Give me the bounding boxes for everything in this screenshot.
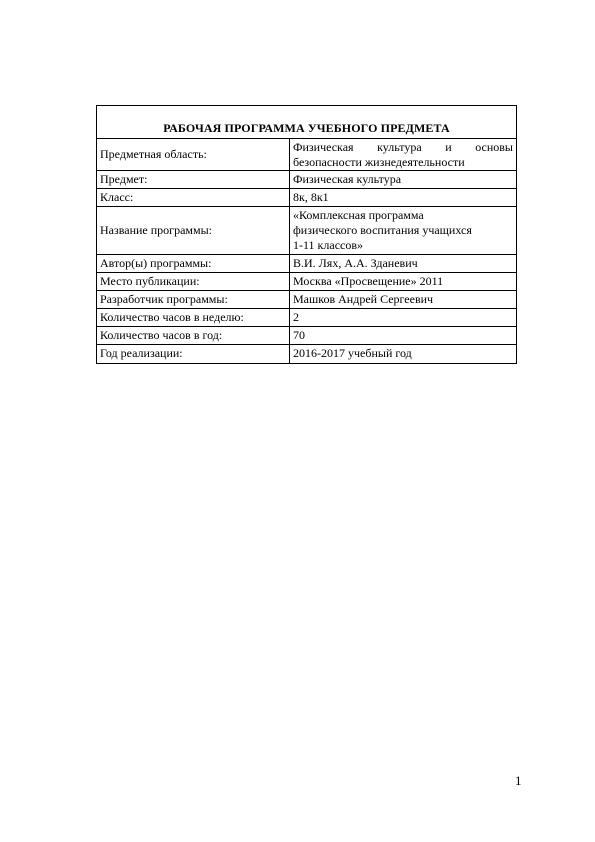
- program-info-box: [96, 105, 517, 364]
- row-value-line: безопасности жизнедеятельности: [293, 154, 465, 169]
- table-row: [97, 189, 516, 207]
- row-value: Машков Андрей Сергеевич: [290, 291, 517, 309]
- row-value: 8к, 8к1: [290, 189, 517, 207]
- row-label: Автор(ы) программы:: [97, 255, 290, 273]
- row-value: 2: [290, 309, 517, 327]
- row-value: [290, 139, 517, 171]
- row-label: Количество часов в неделю:: [97, 309, 290, 327]
- table-row: [97, 207, 516, 255]
- row-label: Класс:: [97, 189, 290, 207]
- table-row: [97, 309, 516, 327]
- row-value-line: Физическая культура и основы: [293, 139, 513, 154]
- row-value-line: «Комплексная программа: [293, 208, 424, 222]
- row-value: [290, 207, 517, 255]
- row-value: 70: [290, 327, 517, 345]
- row-label: Год реализации:: [97, 345, 290, 363]
- table-row: [97, 139, 516, 171]
- page-number: 1: [515, 773, 522, 788]
- row-value-line: 1-11 классов»: [293, 238, 364, 252]
- row-label: Разработчик программы:: [97, 291, 290, 309]
- row-value: В.И. Лях, А.А. Зданевич: [290, 255, 517, 273]
- row-label: Место публикации:: [97, 273, 290, 291]
- program-info-table: [97, 138, 516, 363]
- table-row: [97, 255, 516, 273]
- row-value: Физическая культура: [290, 171, 517, 189]
- row-value: Москва «Просвещение» 2011: [290, 273, 517, 291]
- row-value: 2016-2017 учебный год: [290, 345, 517, 363]
- row-label: Предметная область:: [97, 139, 290, 171]
- row-label: Количество часов в год:: [97, 327, 290, 345]
- row-label: Название программы:: [97, 207, 290, 255]
- table-row: [97, 345, 516, 363]
- table-row: [97, 291, 516, 309]
- table-row: [97, 273, 516, 291]
- row-value-line: физического воспитания учащихся: [293, 223, 472, 237]
- table-row: [97, 327, 516, 345]
- document-title: РАБОЧАЯ ПРОГРАММА УЧЕБНОГО ПРЕДМЕТА: [163, 121, 450, 135]
- row-label: Предмет:: [97, 171, 290, 189]
- table-row: [97, 171, 516, 189]
